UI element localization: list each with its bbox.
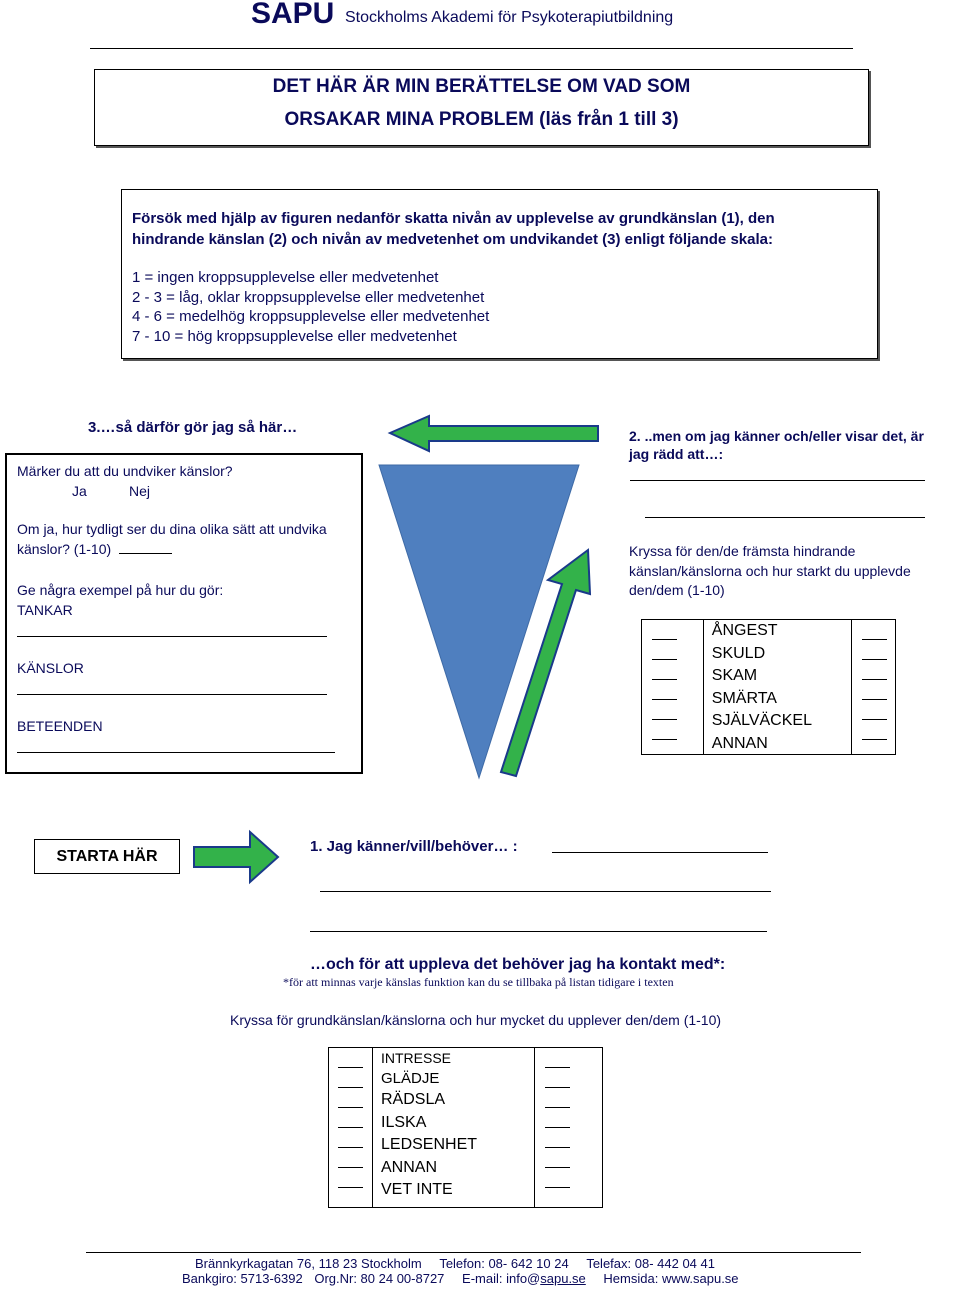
- rating-line[interactable]: [862, 640, 887, 660]
- checkbox-line[interactable]: [652, 700, 677, 720]
- hindering-emotions-table: [641, 619, 896, 755]
- behaviours-field[interactable]: [17, 752, 335, 753]
- footer-fax: Telefax: 08- 442 04 41: [586, 1256, 715, 1271]
- yes-option[interactable]: Ja: [72, 483, 87, 499]
- rating-line[interactable]: [862, 700, 887, 720]
- title-line-1: DET HÄR ÄR MIN BERÄTTELSE OM VAD SOM: [272, 76, 691, 97]
- section3-heading: 3.…så därför gör jag så här…: [88, 419, 298, 436]
- checkbox-line[interactable]: [652, 620, 677, 640]
- clarity-rating-field[interactable]: [119, 553, 172, 554]
- clarity-question-2-text: känslor? (1-10): [17, 541, 112, 557]
- emotion-label: ILSKA: [381, 1113, 427, 1131]
- start-arrow-icon: [192, 829, 282, 885]
- emotion-label: GLÄDJE: [381, 1070, 440, 1087]
- footer-line-1: [195, 1256, 715, 1271]
- basic-emotions-table: [328, 1047, 603, 1208]
- fear-field-2[interactable]: [645, 517, 925, 518]
- basic-rating-column: [534, 1048, 602, 1207]
- checkbox-line[interactable]: [338, 1048, 363, 1068]
- clarity-question-1: Om ja, hur tydligt ser du dina olika sätt att undvika: [17, 521, 327, 537]
- title-box: [94, 69, 869, 146]
- emotion-label: ANNAN: [381, 1158, 438, 1176]
- header-rule: [90, 48, 853, 49]
- thoughts-field[interactable]: [17, 636, 327, 637]
- footnote: *för att minnas varje känslas funktion kan du se tillbaka på listan tidigare i texten: [283, 975, 674, 989]
- org-name: Stockholms Akademi för Psykoterapiutbildning: [345, 9, 674, 26]
- checkbox-line[interactable]: [652, 720, 677, 740]
- rating-line[interactable]: [545, 1168, 570, 1188]
- rating-line[interactable]: [545, 1048, 570, 1068]
- rating-line[interactable]: [862, 660, 887, 680]
- rating-line[interactable]: [862, 720, 887, 740]
- scale-item: 2 - 3 = låg, oklar kroppsupplevelse eller medvetenhet: [132, 289, 485, 306]
- left-arrow-icon: [390, 416, 598, 451]
- basic-feeling-field-3[interactable]: [310, 931, 767, 932]
- contact-line: …och för att uppleva det behöver jag ha kontakt med*:: [310, 956, 726, 973]
- footer-bankgiro: Bankgiro: 5713-6392: [182, 1271, 303, 1286]
- start-label: STARTA HÄR: [56, 848, 158, 865]
- emotion-label: SKAM: [711, 667, 758, 684]
- checkbox-line[interactable]: [338, 1168, 363, 1188]
- emotion-label: SMÄRTA: [711, 689, 777, 707]
- basic-feeling-field-2[interactable]: [320, 891, 771, 892]
- instructions-box: [121, 189, 878, 359]
- hindering-rating-column: [851, 620, 895, 754]
- avoid-question: Märker du att du undviker känslor?: [17, 463, 233, 479]
- instructions-intro-1: Försök med hjälp av figuren nedanför skatta nivån av upplevelse av grundkänslan (1), den: [132, 210, 775, 227]
- section2-instruction-2: känslan/känslorna och hur starkt du upplevde: [629, 563, 911, 579]
- footer-address: Brännkyrkagatan 76, 118 23 Stockholm: [195, 1256, 422, 1271]
- checkbox-line[interactable]: [652, 680, 677, 700]
- feelings-field[interactable]: [17, 694, 327, 695]
- section2-instruction-1: Kryssa för den/de främsta hindrande: [629, 543, 856, 559]
- emotion-label: LEDSENHET: [381, 1136, 478, 1153]
- emotion-label: SJÄLVÄCKEL: [711, 712, 812, 729]
- hindering-emotion-names: [704, 620, 851, 754]
- examples-prompt: Ge några exempel på hur du gör:: [17, 582, 224, 598]
- footer-line-2: [182, 1271, 739, 1286]
- emotion-label: SKULD: [711, 644, 766, 662]
- hindering-checkbox-column: [642, 620, 704, 754]
- fear-field-1[interactable]: [630, 480, 925, 481]
- basic-checkbox-column: [329, 1048, 373, 1207]
- rating-line[interactable]: [545, 1088, 570, 1108]
- checkbox-line[interactable]: [338, 1128, 363, 1148]
- footer-rule: [86, 1252, 861, 1253]
- checkbox-line[interactable]: [338, 1148, 363, 1168]
- rating-line[interactable]: [545, 1148, 570, 1168]
- section3-box: [5, 453, 363, 774]
- no-option[interactable]: Nej: [129, 483, 151, 499]
- emotion-label: RÄDSLA: [381, 1091, 446, 1108]
- rating-line[interactable]: [545, 1068, 570, 1088]
- rating-line[interactable]: [545, 1108, 570, 1128]
- title-line-2: ORSAKAR MINA PROBLEM (läs från 1 till 3): [284, 109, 679, 130]
- checkbox-line[interactable]: [652, 640, 677, 660]
- emotion-label: ANNAN: [711, 734, 768, 752]
- footer-orgnr: Org.Nr: 80 24 00-8727: [314, 1271, 445, 1286]
- section1-heading-row: [310, 838, 518, 856]
- scale-item: 7 - 10 = hög kroppsupplevelse eller medvetenhet: [132, 328, 457, 345]
- basic-emotion-names: [373, 1048, 534, 1207]
- footer-phone: Telefon: 08- 642 10 24: [439, 1256, 569, 1271]
- rating-line[interactable]: [862, 680, 887, 700]
- scale-item: 4 - 6 = medelhög kroppsupplevelse eller medvetenhet: [132, 308, 490, 325]
- thoughts-label: TANKAR: [17, 602, 73, 618]
- header: [251, 0, 851, 36]
- emotion-label: ÅNGEST: [711, 622, 778, 639]
- footer-website[interactable]: Hemsida: www.sapu.se: [603, 1271, 739, 1286]
- scale-item: 1 = ingen kroppsupplevelse eller medvetenhet: [132, 269, 439, 286]
- basic-feeling-field-1[interactable]: [552, 852, 768, 853]
- section2-heading-2: jag rädd att…:: [629, 446, 724, 462]
- section2-heading-1: 2. ..men om jag känner och/eller visar det, är: [629, 428, 924, 444]
- sapu-logo: SAPU: [251, 0, 335, 30]
- feelings-label: KÄNSLOR: [17, 660, 84, 676]
- checkbox-line[interactable]: [338, 1088, 363, 1108]
- footer-email: [462, 1271, 586, 1286]
- section1-instruction: Kryssa för grundkänslan/känslorna och hur mycket du upplever den/dem (1-10): [230, 1012, 722, 1028]
- section1-heading: 1. Jag känner/vill/behöver… :: [310, 838, 518, 855]
- emotion-label: INTRESSE: [381, 1050, 452, 1066]
- clarity-question-2: [17, 541, 172, 557]
- instructions-intro-2: hindrande känslan (2) och nivån av medvetenhet om undvikandet (3) enligt följande skala:: [132, 231, 773, 248]
- section2-instruction-3: den/dem (1-10): [629, 582, 725, 598]
- start-box[interactable]: [34, 839, 180, 874]
- rating-line[interactable]: [862, 620, 887, 640]
- checkbox-line[interactable]: [338, 1068, 363, 1088]
- email-link[interactable]: sapu.se: [540, 1271, 586, 1286]
- rating-line[interactable]: [545, 1128, 570, 1148]
- footer-email-prefix: E-mail: info@: [462, 1271, 541, 1286]
- behaviours-label: BETEENDEN: [17, 718, 103, 734]
- checkbox-line[interactable]: [652, 660, 677, 680]
- emotion-triangle-figure: [376, 410, 606, 790]
- checkbox-line[interactable]: [338, 1108, 363, 1128]
- emotion-label: VET INTE: [381, 1181, 453, 1198]
